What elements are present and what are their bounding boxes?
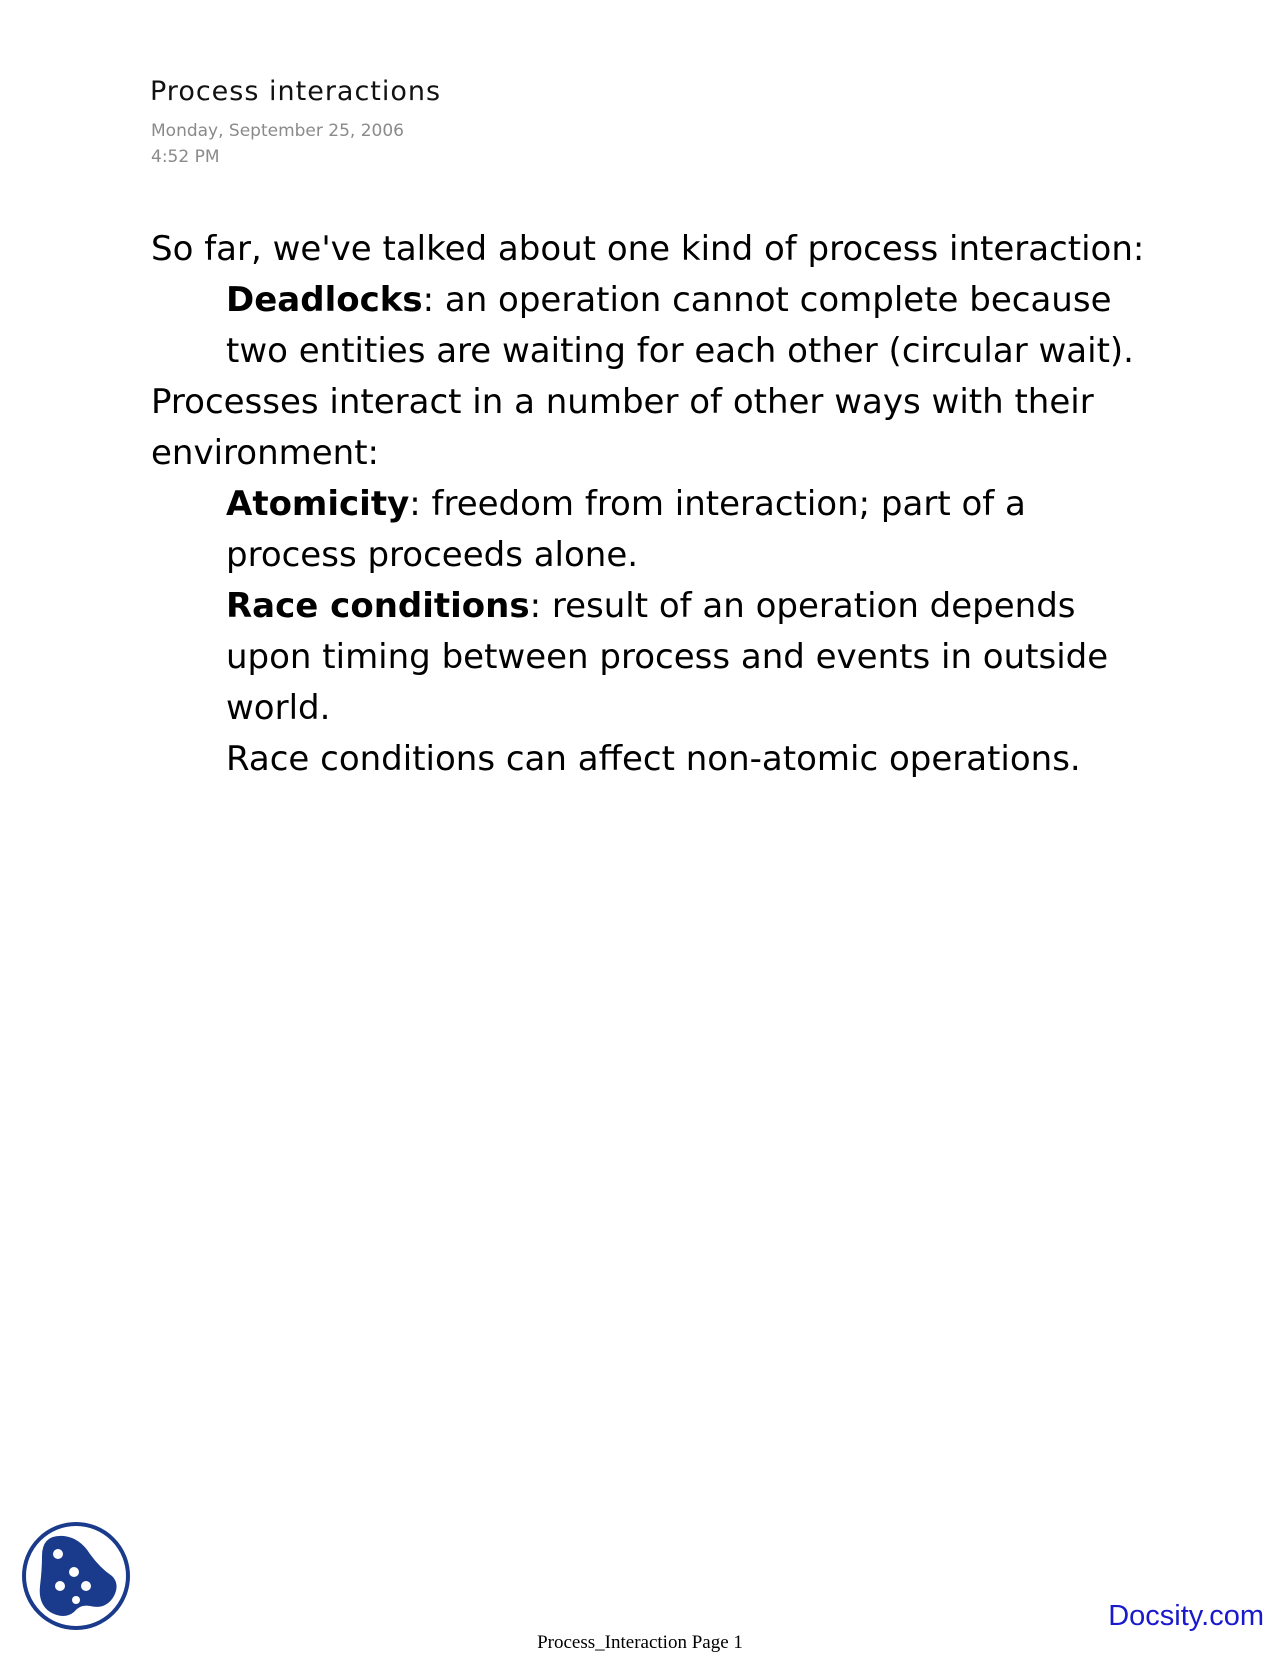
atomicity-item bbox=[151, 479, 1151, 581]
atomicity-term: Atomicity bbox=[226, 484, 410, 524]
intro2-paragraph: Processes interact in a number of other ways with their environment: bbox=[151, 382, 1094, 473]
docsity-logo-icon bbox=[20, 1520, 132, 1632]
race-conditions-text: : result of an operation depends upon timing between process and events in outside world. bbox=[226, 586, 1109, 728]
intro-paragraph: So far, we've talked about one kind of process interaction: bbox=[151, 229, 1145, 269]
page-footer: Process_Interaction Page 1 bbox=[537, 1632, 743, 1653]
note-body bbox=[151, 224, 1151, 785]
page-time: 4:52 PM bbox=[151, 147, 220, 167]
race-conditions-note: Race conditions can affect non-atomic operations. bbox=[226, 739, 1081, 779]
docsity-brand-link[interactable]: Docsity.com bbox=[1108, 1600, 1264, 1632]
race-conditions-item bbox=[151, 581, 1151, 734]
page-date: Monday, September 25, 2006 bbox=[151, 121, 404, 141]
atomicity-text: : freedom from interaction; part of a process proceeds alone. bbox=[226, 484, 1026, 575]
deadlocks-item bbox=[151, 275, 1151, 377]
deadlocks-term: Deadlocks bbox=[226, 280, 423, 320]
page-title: Process interactions bbox=[150, 76, 442, 107]
deadlocks-text: : an operation cannot complete because two entities are waiting for each other (circular wait). bbox=[226, 280, 1134, 371]
race-conditions-term: Race conditions bbox=[226, 586, 530, 626]
